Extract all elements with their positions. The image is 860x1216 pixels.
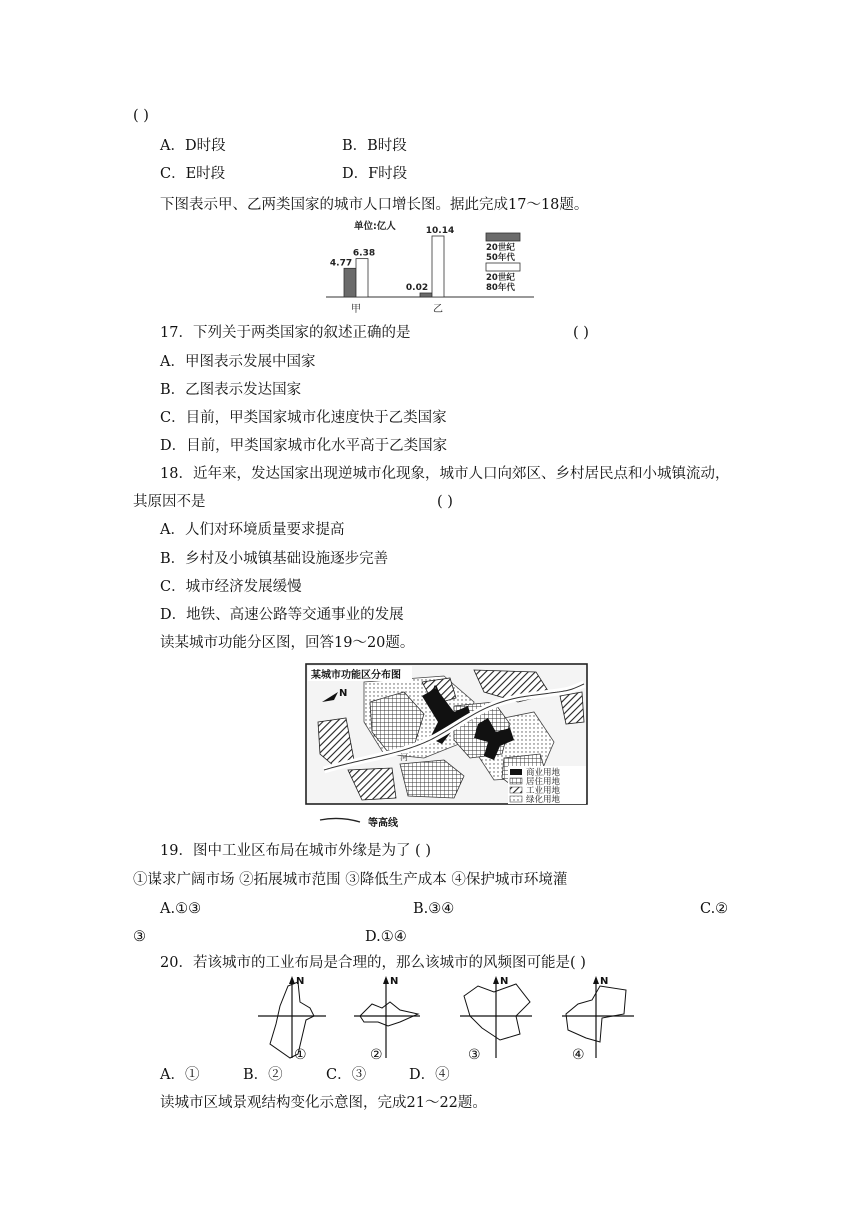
legend-industrial-swatch — [510, 787, 522, 793]
q18-option-c: C．城市经济发展缓慢 — [160, 579, 302, 595]
q19-items: ①谋求广阔市场 ②拓展城市范围 ③降低生产成本 ④保护城市环境灌 — [133, 872, 568, 888]
q17-option-a: A．甲图表示发展中国家 — [160, 354, 316, 370]
wind-rose-3-label: ③ — [468, 1047, 481, 1063]
legend-green: 绿化用地 — [526, 795, 561, 805]
bar-1-0 — [420, 293, 432, 297]
bar-0-0 — [344, 268, 356, 297]
q20-option-d: D．④ — [409, 1067, 450, 1083]
q17-option-d: D．目前，甲类国家城市化水平高于乙类国家 — [160, 438, 448, 454]
data-label-1-0: 0.02 — [405, 283, 429, 293]
q16-option-a: A．D时段 — [160, 138, 226, 154]
intro-19-20: 读某城市功能分区图，回答19～20题。 — [160, 635, 415, 651]
q19-option-a: A.①③ — [160, 901, 202, 917]
q20-option-c: C．③ — [326, 1067, 367, 1083]
chart-title: 单位:亿人 — [354, 221, 396, 232]
bar-1-1 — [432, 236, 444, 297]
legend-commercial-swatch — [510, 769, 522, 775]
wind-rose-2-north: N — [390, 976, 399, 987]
q19-stem: 19．图中工业区布局在城市外缘是为了 ( ) — [160, 843, 431, 859]
map-legend — [508, 766, 586, 805]
city-function-map — [304, 662, 590, 834]
contour-legend-line — [320, 818, 360, 822]
q16-answer-paren: ( ) — [133, 108, 149, 124]
data-label-1-1: 10.14 — [425, 226, 455, 236]
category-label-jia: 甲 — [351, 304, 361, 315]
q16-option-c: C．E时段 — [160, 166, 226, 182]
wind-rose-1-label: ① — [294, 1047, 307, 1063]
wind-rose-1 — [258, 976, 326, 1063]
map-north-label: N — [339, 688, 348, 699]
wind-rose-1-north: N — [296, 976, 305, 987]
data-label-0-1: 6.38 — [352, 248, 376, 259]
q16-option-d: D．F时段 — [342, 166, 408, 182]
q20-option-b: B．② — [243, 1067, 283, 1083]
legend-commercial: 商业用地 — [526, 768, 561, 778]
q17-answer-paren: ( ) — [573, 325, 589, 341]
q18-option-d: D．地铁、高速公路等交通事业的发展 — [160, 607, 404, 623]
legend-green-swatch — [510, 796, 522, 802]
wind-rose-3-north: N — [500, 976, 509, 987]
wind-rose-3 — [460, 976, 532, 1063]
legend-1980s-line2: 80年代 — [486, 283, 515, 293]
map-river-label: 河 — [400, 753, 408, 762]
q20-stem: 20．若该城市的工业布局是合理的，那么该城市的风频图可能是( ) — [160, 955, 586, 971]
q20-option-a: A．① — [160, 1067, 200, 1083]
population-bar-chart — [320, 216, 540, 316]
wind-rose-4-label: ④ — [572, 1047, 585, 1063]
contour-legend-label: 等高线 — [368, 818, 398, 829]
legend-1980s-line1: 20世纪 — [486, 273, 515, 283]
category-label-yi: 乙 — [433, 304, 443, 315]
q18-option-a: A．人们对环境质量要求提高 — [160, 522, 345, 538]
intro-17-18: 下图表示甲、乙两类国家的城市人口增长图。据此完成17～18题。 — [160, 197, 589, 213]
wind-rose-4 — [562, 976, 634, 1063]
q18-stem-line1: 18．近年来，发达国家出现逆城市化现象，城市人口向郊区、乡村居民点和小城镇流动， — [160, 466, 730, 482]
wind-rose-figures — [250, 972, 640, 1064]
data-label-0-0: 4.77 — [329, 258, 353, 269]
q19-option-c-part2: ③ — [133, 929, 146, 945]
q17-option-c: C．目前，甲类国家城市化速度快于乙类国家 — [160, 410, 447, 426]
legend-industrial: 工业用地 — [526, 786, 561, 796]
legend-1950s-line2: 50年代 — [486, 253, 515, 263]
q17-stem: 17．下列关于两类国家的叙述正确的是 — [160, 325, 411, 341]
q16-option-b: B．B时段 — [342, 138, 407, 154]
legend-swatch-1980s — [486, 263, 520, 271]
intro-21-22: 读城市区域景观结构变化示意图，完成21～22题。 — [160, 1095, 487, 1111]
q18-answer-paren: ( ) — [437, 494, 453, 510]
map-title: 某城市功能区分布图 — [311, 670, 401, 681]
legend-residential-swatch — [510, 778, 522, 784]
wind-rose-4-north: N — [600, 976, 609, 987]
q18-option-b: B．乡村及小城镇基础设施逐步完善 — [160, 551, 389, 567]
map-marker-a: A — [432, 685, 439, 695]
bar-0-1 — [356, 259, 368, 297]
wind-rose-2-label: ② — [370, 1047, 383, 1063]
legend-swatch-1950s — [486, 233, 520, 241]
legend-residential: 居住用地 — [526, 777, 561, 787]
legend-1950s-line1: 20世纪 — [486, 243, 515, 253]
q17-option-b: B．乙图表示发达国家 — [160, 382, 302, 398]
bars-group — [330, 226, 454, 297]
wind-rose-2 — [354, 976, 420, 1063]
q19-option-d: D.①④ — [365, 929, 407, 945]
q19-option-b: B.③④ — [413, 901, 455, 917]
q18-stem-line2: 其原因不是 — [133, 494, 206, 510]
q19-option-c-part1: C.② — [700, 901, 729, 917]
